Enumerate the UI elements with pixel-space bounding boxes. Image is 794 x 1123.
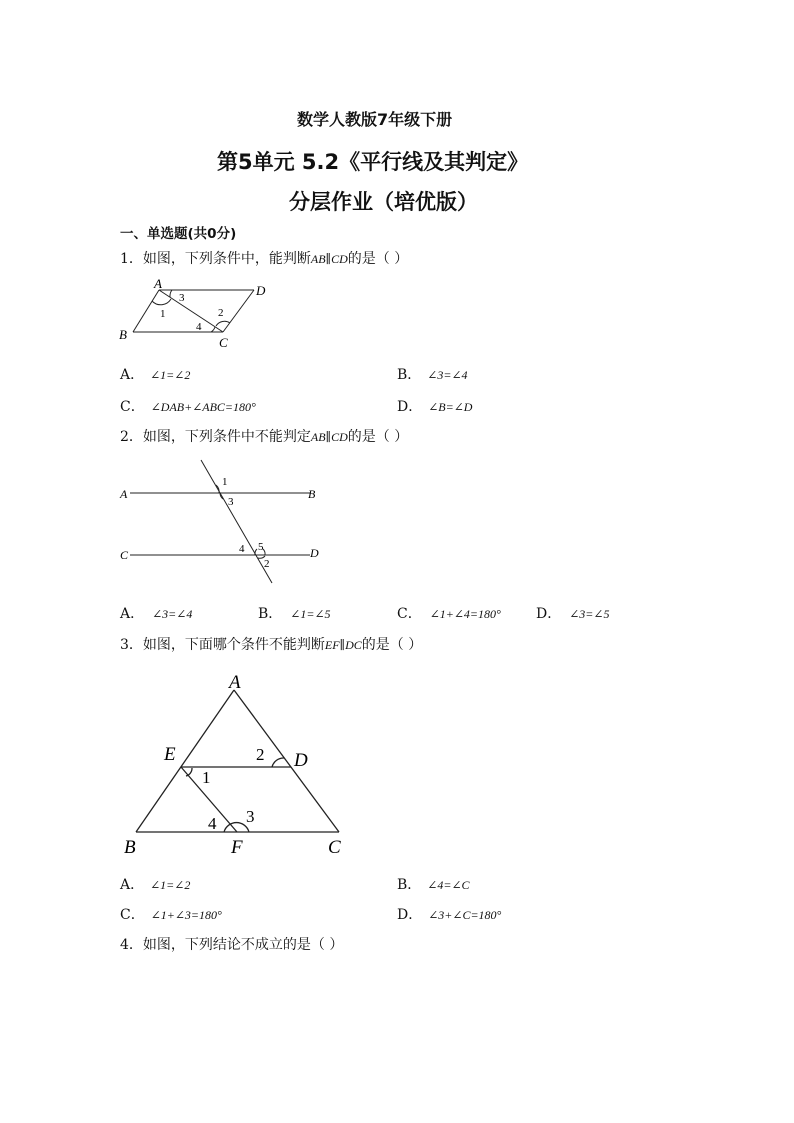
q3-label-F: F [231, 837, 243, 858]
question-1-stem: 1．如图，下列条件中，能判断 [120, 251, 311, 267]
question-1-tail: 的是（ ） [347, 251, 409, 267]
question-1-math: AB∥CD [310, 252, 348, 266]
q2-angle-5: 5 [258, 541, 264, 553]
q1-label-C: C [219, 335, 228, 350]
question-1-option-a: A． ∠1=∠2 [120, 367, 191, 383]
document-title-sub: 分层作业（培优版） [289, 190, 478, 214]
question-3-stem: 3．如图，下面哪个条件不能判断 [120, 637, 325, 653]
section-title: 一、单选题(共0分) [120, 226, 237, 242]
q3-angle-1: 1 [202, 768, 211, 787]
q2-angle-4: 4 [239, 543, 245, 555]
q1-label-A: A [154, 276, 162, 291]
question-2-stem: 2．如图，下列条件中不能判定 [120, 429, 311, 445]
q3-label-D: D [294, 750, 308, 771]
question-3-math: EF∥DC [324, 638, 362, 652]
q1-angle-1: 1 [160, 308, 166, 320]
q3-angle-4: 4 [208, 814, 217, 833]
question-2 [120, 426, 408, 446]
q2-angle-3: 3 [228, 496, 234, 508]
q2-angle-2: 2 [264, 558, 270, 570]
q2-label-D: D [310, 546, 319, 560]
question-2-option-d: D． ∠3=∠5 [536, 606, 610, 622]
question-1-option-c: C． ∠DAB+∠ABC=180° [120, 399, 256, 415]
question-3-option-a: A． ∠1=∠2 [120, 877, 191, 893]
q3-label-A: A [229, 672, 241, 693]
q1-angle-3: 3 [179, 292, 185, 304]
question-3 [120, 634, 422, 654]
question-2-option-c: C． ∠1+∠4=180° [397, 606, 501, 622]
q2-label-C: C [120, 548, 129, 562]
question-1 [120, 248, 408, 268]
q3-label-C: C [328, 837, 341, 858]
q3-angle-2: 2 [256, 745, 265, 764]
question-3-figure [112, 668, 362, 860]
question-1-figure [112, 276, 282, 350]
q2-label-B: B [308, 487, 316, 501]
question-2-figure [112, 455, 332, 589]
q3-label-B: B [124, 837, 136, 858]
question-2-math: AB∥CD [310, 430, 348, 444]
question-3-tail: 的是（ ） [361, 637, 423, 653]
document-subtitle: 数学人教版7年级下册 [297, 110, 453, 129]
q1-angle-4: 4 [196, 321, 202, 333]
q3-label-E: E [164, 744, 176, 765]
q1-angle-2: 2 [218, 307, 224, 319]
q2-angle-1: 1 [222, 476, 228, 488]
question-3-option-b: B． ∠4=∠C [397, 877, 470, 893]
document-title: 第5单元 5.2《平行线及其判定》 [217, 150, 529, 174]
question-3-option-d: D． ∠3+∠C=180° [397, 907, 502, 923]
q1-label-B: B [119, 327, 127, 342]
question-4: 4．如图，下列结论不成立的是（ ） [120, 937, 344, 953]
question-1-option-d: D． ∠B=∠D [397, 399, 473, 415]
question-2-tail: 的是（ ） [347, 429, 409, 445]
question-2-option-a: A． ∠3=∠4 [120, 606, 193, 622]
question-2-option-b: B． ∠1=∠5 [258, 606, 331, 622]
q3-angle-3: 3 [246, 807, 255, 826]
q1-label-D: D [256, 283, 266, 298]
question-1-option-b: B． ∠3=∠4 [397, 367, 468, 383]
q2-label-A: A [120, 487, 128, 501]
question-3-option-c: C． ∠1+∠3=180° [120, 907, 222, 923]
